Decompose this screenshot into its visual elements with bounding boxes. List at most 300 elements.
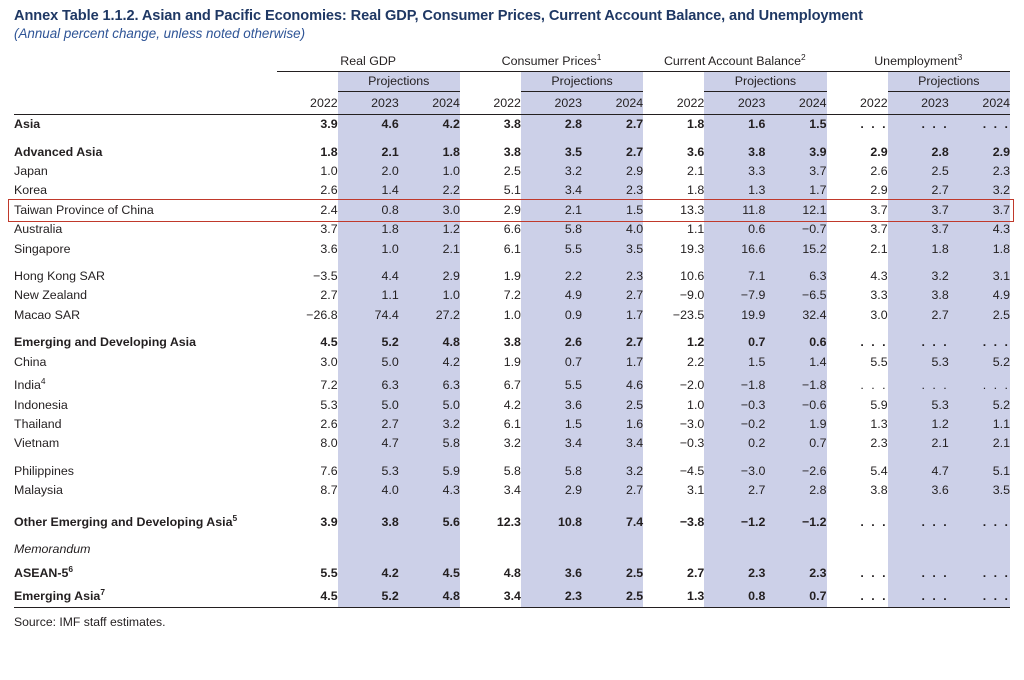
- table-cell: 4.9: [521, 286, 582, 305]
- spacer-cell: [338, 501, 399, 509]
- spacer-cell: [643, 454, 704, 462]
- table-cell: 5.0: [338, 396, 399, 415]
- table-cell: 3.0: [320, 354, 338, 369]
- table-cell: 2.2: [521, 267, 582, 286]
- table-cell: 2.1: [870, 241, 888, 256]
- projections-label-cpi: Projections: [521, 72, 643, 92]
- table-cell: 2.9: [870, 183, 888, 198]
- table-cell: −3.8: [679, 514, 705, 529]
- spacer-cell: [643, 325, 704, 333]
- table-cell: 3.2: [582, 462, 643, 481]
- table-cell: 2.0: [338, 162, 399, 181]
- table-cell: 5.0: [338, 353, 399, 372]
- table-cell: 1.8: [888, 240, 949, 259]
- table-cell: 2.9: [949, 143, 1010, 162]
- table-cell: 7.2: [320, 378, 338, 393]
- table-cell: 1.0: [320, 163, 338, 178]
- spacer-cell: [460, 135, 521, 143]
- table-cell: 0.6: [704, 220, 765, 239]
- table-cell: 3.3: [870, 288, 888, 303]
- table-cell: 4.5: [320, 335, 338, 350]
- table-cell: 2.8: [888, 143, 949, 162]
- table-cell: [582, 540, 643, 559]
- table-cell: . . .: [888, 560, 949, 584]
- header-spacer-gdp: [277, 72, 338, 92]
- table-cell: 6.7: [503, 378, 521, 393]
- table-cell: [338, 540, 399, 559]
- table-cell: 1.8: [687, 183, 705, 198]
- table-cell: 1.9: [765, 415, 826, 434]
- table-cell: −3.0: [679, 416, 705, 431]
- row-label: Asia: [14, 117, 41, 132]
- table-row[interactable]: [14, 267, 1010, 286]
- table-cell: −2.6: [765, 462, 826, 481]
- table-cell: 5.6: [399, 509, 460, 533]
- spacer-cell: [582, 454, 643, 462]
- table-cell: 6.1: [503, 416, 521, 431]
- table-cell: [765, 540, 826, 559]
- table-row[interactable]: [14, 162, 1010, 181]
- table-cell: −0.6: [765, 396, 826, 415]
- table-cell: 1.9: [503, 354, 521, 369]
- table-cell: 4.8: [399, 583, 460, 607]
- table-row[interactable]: [14, 540, 1010, 559]
- spacer-cell: [949, 259, 1010, 267]
- table-cell: 5.0: [399, 396, 460, 415]
- table-cell: 5.2: [338, 583, 399, 607]
- spacer-cell: [521, 259, 582, 267]
- table-cell: 3.8: [338, 509, 399, 533]
- row-label: China: [14, 354, 47, 369]
- table-row[interactable]: [14, 353, 1010, 372]
- table-cell: . . .: [949, 509, 1010, 533]
- table-cell: 5.3: [338, 462, 399, 481]
- table-cell: . . .: [860, 565, 888, 580]
- table-cell: 2.5: [503, 163, 521, 178]
- table-cell: 1.3: [870, 416, 888, 431]
- group-header-current-account: Current Account Balance$^2$: [643, 47, 826, 72]
- spacer-cell: [338, 454, 399, 462]
- table-cell: 3.7: [870, 202, 888, 217]
- year-unemp-2023: 2023: [888, 92, 949, 115]
- table-cell: 2.1: [687, 163, 705, 178]
- table-cell: 3.2: [503, 436, 521, 451]
- table-cell: 2.2: [399, 181, 460, 200]
- header-spacer-cpi: [460, 72, 521, 92]
- table-cell: 3.6: [888, 481, 949, 500]
- source-note: Source: IMF staff estimates.: [14, 614, 166, 629]
- table-cell: 0.7: [704, 333, 765, 352]
- table-cell: 1.5: [704, 353, 765, 372]
- table-cell: 2.3: [521, 583, 582, 607]
- table-row[interactable]: [14, 396, 1010, 415]
- table-cell: 0.2: [704, 434, 765, 453]
- spacer-cell: [765, 259, 826, 267]
- spacer-cell: [521, 454, 582, 462]
- table-cell: 2.7: [582, 481, 643, 500]
- table-row[interactable]: [14, 143, 1010, 162]
- row-label: Thailand: [14, 416, 62, 431]
- table-cell: 15.2: [765, 240, 826, 259]
- spacer-cell: [399, 325, 460, 333]
- page-subtitle: (Annual percent change, unless noted otherwise): [14, 26, 306, 41]
- table-cell: 2.1: [888, 434, 949, 453]
- table-cell: 3.2: [399, 415, 460, 434]
- table-cell: 4.3: [870, 268, 888, 283]
- spacer-cell: [704, 325, 765, 333]
- spacer-cell: [521, 532, 582, 540]
- table-cell: 2.1: [338, 143, 399, 162]
- table-cell: 10.6: [680, 268, 705, 283]
- row-label: Taiwan Province of China: [14, 202, 154, 217]
- table-cell: 4.5: [320, 589, 338, 604]
- table-cell: −0.7: [765, 220, 826, 239]
- spacer-cell: [643, 259, 704, 267]
- table-cell: 8.0: [320, 436, 338, 451]
- spacer-cell: [582, 259, 643, 267]
- table-cell: 5.1: [503, 183, 521, 198]
- table-cell: 8.7: [320, 483, 338, 498]
- header-spacer-cab: [643, 72, 704, 92]
- spacer-cell: [521, 501, 582, 509]
- table-cell: 0.9: [521, 306, 582, 325]
- table-cell: 0.7: [765, 583, 826, 607]
- table-cell: 3.4: [521, 181, 582, 200]
- table-cell: 13.3: [680, 202, 705, 217]
- spacer-cell: [338, 325, 399, 333]
- spacer-cell: [582, 532, 643, 540]
- annex-table: [14, 47, 1010, 607]
- table-cell: 4.3: [399, 481, 460, 500]
- spacer-cell: [582, 135, 643, 143]
- table-cell: −7.9: [704, 286, 765, 305]
- year-unemp-2024: 2024: [949, 92, 1010, 115]
- year-unemp-2022: 2022: [827, 92, 888, 115]
- table-cell: 1.2: [888, 415, 949, 434]
- table-cell: 3.0: [399, 201, 460, 220]
- group-header-real-gdp: Real GDP: [277, 47, 460, 72]
- table-cell: 2.5: [888, 162, 949, 181]
- table-cell: 3.7: [888, 220, 949, 239]
- spacer-cell: [765, 135, 826, 143]
- row-label: Korea: [14, 183, 48, 198]
- table-row[interactable]: [14, 181, 1010, 200]
- year-gdp-2022: 2022: [277, 92, 338, 115]
- table-cell: 2.7: [888, 306, 949, 325]
- table-cell: −1.2: [765, 509, 826, 533]
- row-label-footnote: 4: [40, 376, 46, 386]
- table-cell: −1.8: [765, 372, 826, 396]
- spacer-cell: [765, 501, 826, 509]
- table-cell: −0.3: [704, 396, 765, 415]
- table-cell: 3.9: [765, 143, 826, 162]
- table-cell: 6.1: [503, 241, 521, 256]
- table-cell: 5.3: [888, 396, 949, 415]
- spacer-cell: [888, 454, 949, 462]
- table-cell: 2.5: [582, 396, 643, 415]
- table-cell: 3.8: [704, 143, 765, 162]
- spacer-cell: [338, 135, 399, 143]
- table-cell: 1.0: [399, 286, 460, 305]
- spacer-cell: [14, 259, 277, 267]
- table-cell: 6.3: [765, 267, 826, 286]
- table-row[interactable]: [14, 509, 1010, 533]
- projections-header-row: [14, 72, 1010, 92]
- spacer-cell: [582, 501, 643, 509]
- table-cell: −4.5: [679, 463, 705, 478]
- year-cab-2022: 2022: [643, 92, 704, 115]
- spacer-cell: [277, 325, 338, 333]
- table-cell: 5.9: [870, 397, 888, 412]
- table-cell: 3.4: [503, 483, 521, 498]
- table-cell: 4.2: [338, 560, 399, 584]
- spacer-cell: [338, 259, 399, 267]
- table-cell: 1.5: [765, 115, 826, 135]
- table-cell: . . .: [888, 372, 949, 396]
- spacer-cell: [827, 135, 888, 143]
- table-row[interactable]: [14, 583, 1010, 607]
- spacer-cell: [888, 325, 949, 333]
- table-cell: 3.8: [503, 144, 521, 159]
- table-cell: 2.7: [320, 288, 338, 303]
- table-cell: 4.0: [582, 220, 643, 239]
- table-cell: 2.5: [949, 306, 1010, 325]
- table-cell: 7.6: [320, 463, 338, 478]
- table-cell: 2.6: [870, 163, 888, 178]
- table-cell: . . .: [949, 372, 1010, 396]
- table-cell: 4.5: [399, 560, 460, 584]
- table-cell: 6.3: [338, 372, 399, 396]
- table-cell: 5.2: [338, 333, 399, 352]
- row-label: Philippines: [14, 463, 74, 478]
- table-cell: 2.7: [338, 415, 399, 434]
- row-spacer: [14, 135, 1010, 143]
- table-cell: 5.4: [870, 463, 888, 478]
- table-cell: 2.7: [687, 565, 705, 580]
- table-cell: 1.3: [687, 589, 705, 604]
- year-header-row: [14, 92, 1010, 115]
- table-cell: 0.7: [765, 434, 826, 453]
- table-cell: 19.3: [680, 241, 705, 256]
- table-row[interactable]: [14, 286, 1010, 305]
- table-cell: 1.7: [765, 181, 826, 200]
- spacer-cell: [704, 532, 765, 540]
- spacer-cell: [399, 259, 460, 267]
- year-gdp-2023: 2023: [338, 92, 399, 115]
- table-cell: . . .: [949, 560, 1010, 584]
- row-label: New Zealand: [14, 288, 88, 303]
- table-cell: 2.1: [399, 240, 460, 259]
- projections-label-gdp: Projections: [338, 72, 460, 92]
- table-cell: 1.8: [949, 240, 1010, 259]
- table-cell: 2.7: [582, 286, 643, 305]
- table-cell: 2.8: [765, 481, 826, 500]
- table-cell: −26.8: [306, 307, 338, 322]
- table-row[interactable]: [14, 115, 1010, 135]
- row-spacer: [14, 501, 1010, 509]
- table-cell: 7.2: [503, 288, 521, 303]
- source-rule: [14, 607, 1010, 608]
- spacer-cell: [704, 135, 765, 143]
- table-cell: 2.3: [704, 560, 765, 584]
- table-cell: −3.0: [704, 462, 765, 481]
- table-row[interactable]: [14, 306, 1010, 325]
- table-cell: 3.3: [704, 162, 765, 181]
- table-cell: [521, 540, 582, 559]
- projections-label-unemp: Projections: [888, 72, 1010, 92]
- row-label: Indonesia: [14, 397, 68, 412]
- table-cell: 4.8: [503, 565, 521, 580]
- spacer-cell: [460, 501, 521, 509]
- spacer-cell: [399, 501, 460, 509]
- table-cell: 1.0: [399, 162, 460, 181]
- table-cell: [888, 540, 949, 559]
- table-cell: 1.2: [399, 220, 460, 239]
- table-cell: 3.6: [687, 144, 705, 159]
- table-cell: 5.8: [521, 220, 582, 239]
- table-cell: 3.5: [582, 240, 643, 259]
- table-cell: 2.8: [521, 115, 582, 135]
- table-cell: 4.7: [888, 462, 949, 481]
- table-cell: 3.4: [582, 434, 643, 453]
- spacer-cell: [14, 325, 277, 333]
- row-spacer: [14, 532, 1010, 540]
- spacer-cell: [460, 325, 521, 333]
- spacer-cell: [949, 501, 1010, 509]
- table-cell: 1.1: [949, 415, 1010, 434]
- table-cell: 1.5: [582, 201, 643, 220]
- row-label-footnote: 5: [232, 512, 238, 523]
- table-cell: 2.7: [582, 333, 643, 352]
- table-cell: 2.3: [870, 436, 888, 451]
- table-cell: 2.9: [521, 481, 582, 500]
- spacer-cell: [460, 259, 521, 267]
- spacer-cell: [277, 532, 338, 540]
- table-cell: 3.6: [521, 396, 582, 415]
- table-cell: 3.8: [503, 117, 521, 132]
- table-cell: 2.1: [949, 434, 1010, 453]
- spacer-cell: [14, 532, 277, 540]
- table-cell: 1.6: [582, 415, 643, 434]
- table-cell: [277, 540, 338, 559]
- group-header-unemployment: Unemployment$^3$: [827, 47, 1011, 72]
- table-cell: 2.3: [765, 560, 826, 584]
- year-cpi-2022: 2022: [460, 92, 521, 115]
- table-cell: 1.2: [687, 335, 705, 350]
- table-cell: 4.6: [338, 115, 399, 135]
- spacer-cell: [460, 454, 521, 462]
- year-cab-2024: 2024: [765, 92, 826, 115]
- year-gdp-2024: 2024: [399, 92, 460, 115]
- table-cell: 5.5: [521, 372, 582, 396]
- row-label: Emerging Asia$^7$: [14, 587, 105, 604]
- spacer-cell: [14, 454, 277, 462]
- table-row[interactable]: [14, 372, 1010, 396]
- table-cell: 5.2: [949, 396, 1010, 415]
- table-cell: 5.5: [870, 354, 888, 369]
- projections-label-cab: Projections: [704, 72, 826, 92]
- table-cell: 1.6: [704, 115, 765, 135]
- table-cell: 5.3: [888, 353, 949, 372]
- table-cell: 1.0: [503, 307, 521, 322]
- table-cell: 3.7: [765, 162, 826, 181]
- row-label: ASEAN-$5^6$: [14, 563, 74, 580]
- table-cell: [827, 540, 888, 559]
- table-cell: 12.1: [765, 201, 826, 220]
- table-cell: 3.5: [949, 481, 1010, 500]
- table-cell: 1.8: [338, 220, 399, 239]
- spacer-cell: [582, 325, 643, 333]
- table-cell: [399, 540, 460, 559]
- table-cell: 1.4: [765, 353, 826, 372]
- spacer-cell: [277, 454, 338, 462]
- table-row[interactable]: [14, 560, 1010, 584]
- table-row[interactable]: [14, 462, 1010, 481]
- table-cell: . . .: [949, 115, 1010, 135]
- table-cell: 2.9: [399, 267, 460, 286]
- table-cell: 3.1: [949, 267, 1010, 286]
- row-label: Emerging and Developing Asia: [14, 335, 196, 350]
- spacer-cell: [827, 259, 888, 267]
- table-cell: 3.8: [503, 335, 521, 350]
- table-cell: 5.8: [399, 434, 460, 453]
- table-row[interactable]: [14, 481, 1010, 500]
- year-cpi-2024: 2024: [582, 92, 643, 115]
- spacer-cell: [521, 135, 582, 143]
- table-row[interactable]: [14, 220, 1010, 239]
- spacer-cell: [888, 532, 949, 540]
- table-cell: 2.9: [503, 202, 521, 217]
- table-cell: [949, 540, 1010, 559]
- row-label-footnote: 6: [68, 563, 74, 574]
- table-cell: 2.7: [582, 143, 643, 162]
- table-row[interactable]: [14, 434, 1010, 453]
- table-cell: 2.7: [582, 115, 643, 135]
- table-cell: 3.2: [521, 162, 582, 181]
- table-cell: 0.8: [704, 583, 765, 607]
- table-cell: 3.8: [870, 483, 888, 498]
- table-row[interactable]: [14, 240, 1010, 259]
- table-cell: 19.9: [704, 306, 765, 325]
- table-cell: 3.7: [320, 222, 338, 237]
- table-cell: 4.2: [503, 397, 521, 412]
- group-header-consumer-prices: Consumer Prices$^1$: [460, 47, 643, 72]
- row-label: Vietnam: [14, 436, 60, 451]
- table-cell: 2.9: [870, 144, 888, 159]
- table-cell: 5.9: [399, 462, 460, 481]
- spacer-cell: [14, 501, 277, 509]
- table-cell: . . .: [860, 117, 888, 132]
- spacer-cell: [949, 454, 1010, 462]
- table-cell: . . .: [860, 514, 888, 529]
- table-cell: 2.6: [320, 416, 338, 431]
- table-cell: 2.5: [582, 560, 643, 584]
- table-cell: 2.2: [687, 354, 705, 369]
- table-cell: 1.4: [338, 181, 399, 200]
- table-cell: 1.9: [503, 268, 521, 283]
- row-label: Other Emerging and Developing Asia$^5$: [14, 512, 238, 529]
- table-row[interactable]: [14, 333, 1010, 352]
- table-row[interactable]: [14, 201, 1010, 220]
- table-cell: 3.7: [870, 222, 888, 237]
- row-spacer: [14, 454, 1010, 462]
- table-cell: −3.5: [313, 268, 338, 283]
- table-cell: [460, 540, 521, 559]
- table-cell: 2.6: [521, 333, 582, 352]
- table-cell: . . .: [949, 583, 1010, 607]
- table-row[interactable]: [14, 415, 1010, 434]
- table-cell: [704, 540, 765, 559]
